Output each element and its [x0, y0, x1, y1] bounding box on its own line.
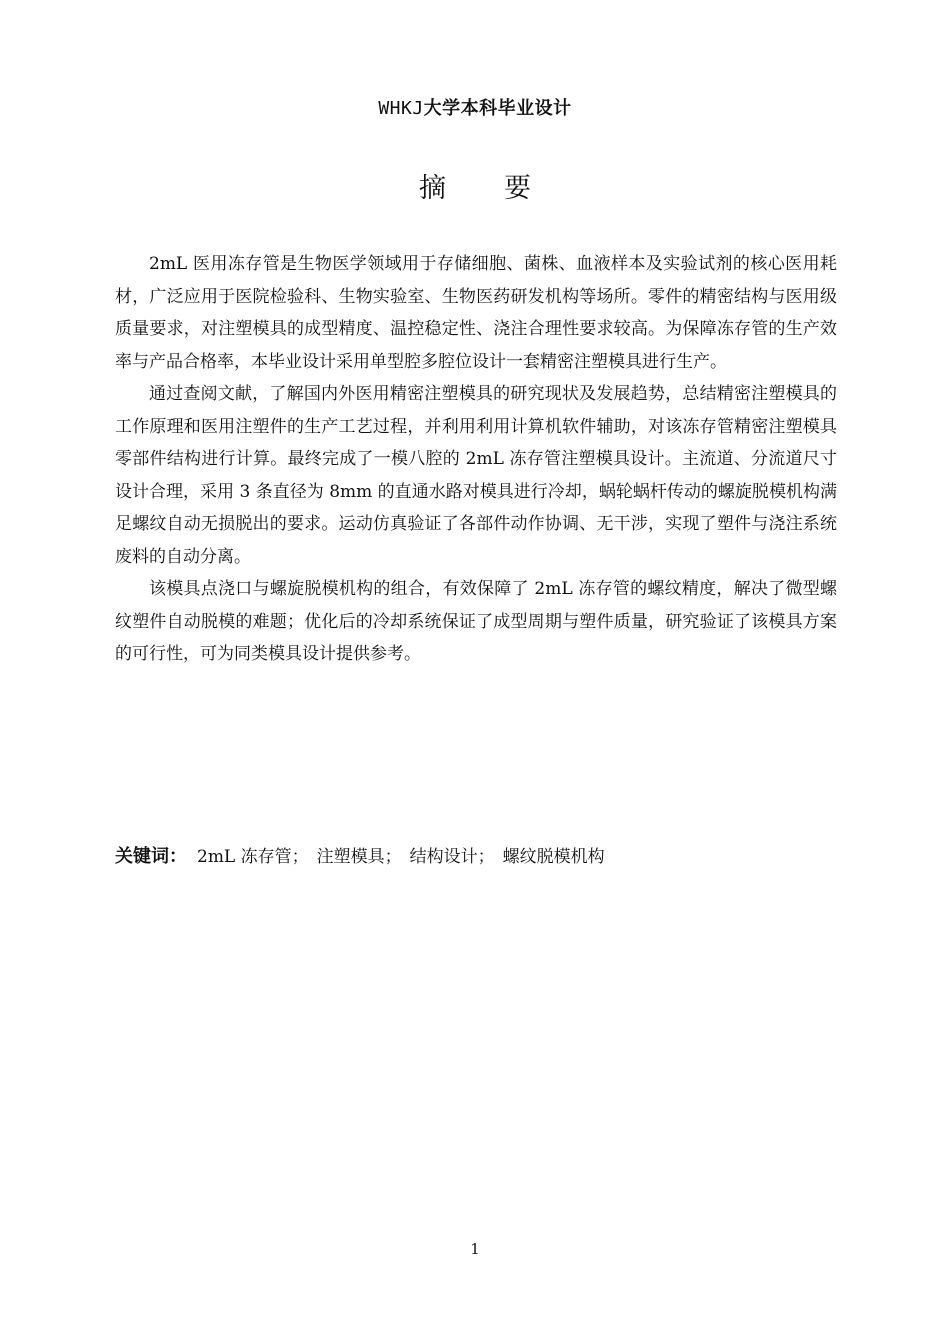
abstract-paragraph-1: 2mL 医用冻存管是生物医学领域用于存储细胞、菌株、血液样本及实验试剂的核心医用耗材，广泛应用于医院检验科、生物实验室、生物医药研发机构等场所。零件的精密结构与医用级质量要求，对注塑模具的成型精度、温控稳定性、浇注合理性要求较高。为保障冻存管的生产效率与产品合格率，本毕业设计采用单型腔多腔位设计一套精密注塑模具进行生产。 [115, 254, 837, 372]
abstract-paragraph-3: 该模具点浇口与螺旋脱模机构的组合，有效保障了 2mL 冻存管的螺纹精度，解决了微型螺纹塑件自动脱模的难题；优化后的冷却系统保证了成型周期与塑件质量，研究验证了该模具方案的可行性，可为同类模具设计提供参考。 [115, 579, 837, 664]
keywords-label: 关键词： [115, 846, 187, 867]
abstract-body [115, 248, 837, 671]
keyword-item: 结构设计； [409, 847, 495, 867]
header-title: 大学本科毕业设计 [423, 98, 572, 119]
running-header [0, 94, 950, 120]
university-code: WHKJ [378, 98, 424, 119]
keywords-line [115, 842, 837, 872]
abstract-paragraph-2: 通过查阅文献，了解国内外医用精密注塑模具的研究现状及发展趋势，总结精密注塑模具的工作原理和医用注塑件的生产工艺过程，并利用利用计算机软件辅助，对该冻存管精密注塑模具零部件结构进行计算。最终完成了一模八腔的 2mL 冻存管注塑模具设计。主流道、分流道尺寸设计合理，采用 3 条直径为 8mm 的直通水路对模具进行冷却，蜗轮蜗杆传动的螺旋脱模机构满足螺纹自动无损脱出的要求。运动仿真验证了各部件动作协调、无干涉，实现了塑件与浇注系统废料的自动分离。 [115, 384, 837, 567]
keyword-item: 2mL 冻存管； [197, 847, 309, 867]
page-number: 1 [470, 1240, 480, 1258]
page-title: 摘要 [419, 173, 589, 204]
keyword-item: 螺纹脱模机构 [502, 847, 605, 867]
keyword-item: 注塑模具； [316, 847, 402, 867]
